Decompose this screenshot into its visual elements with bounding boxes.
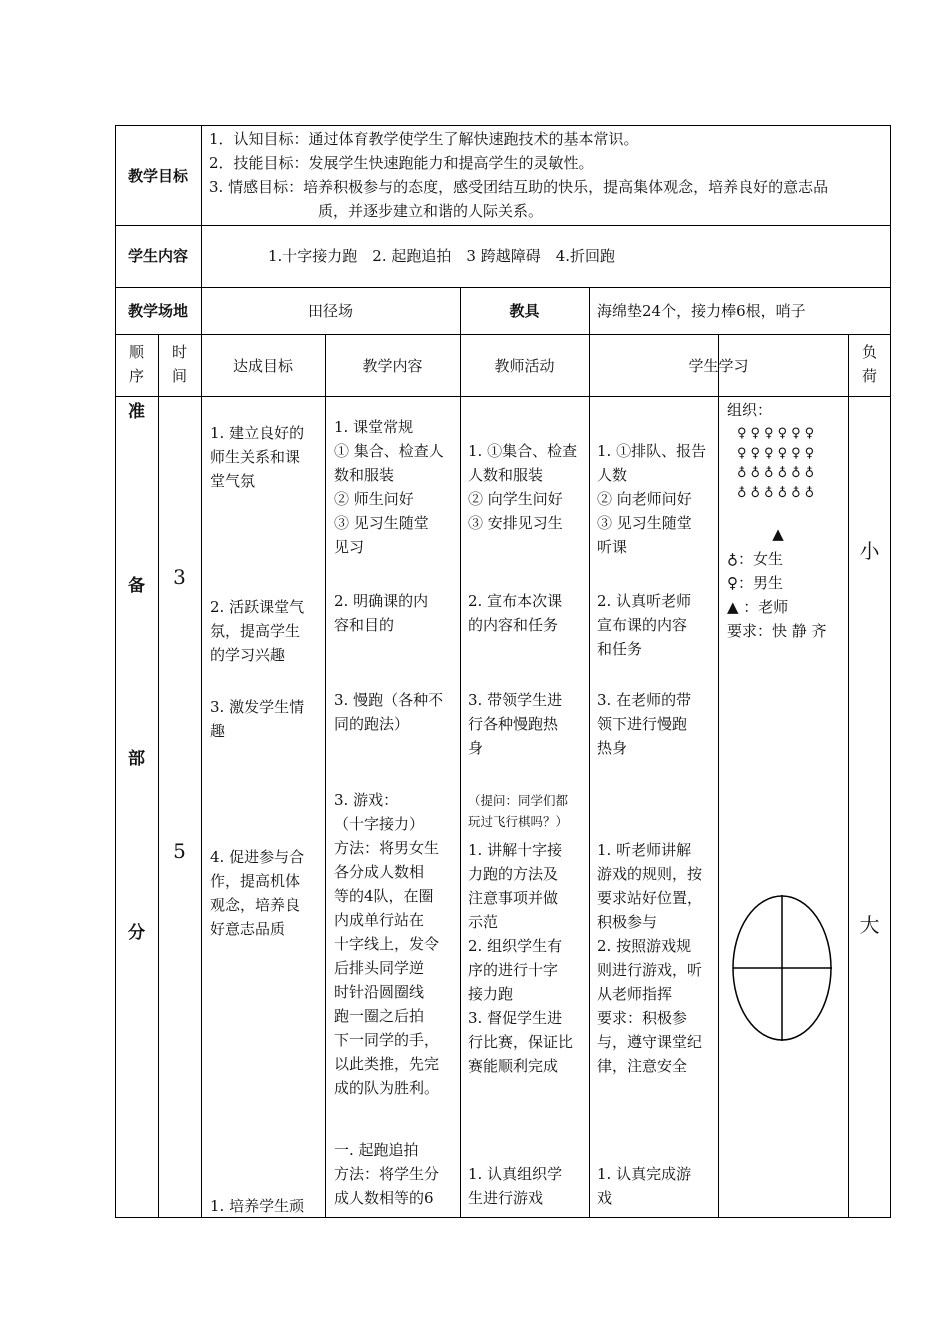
student-1: 1. ①排队、报告 人数 ② 向老师问好 ③ 见习生随堂 听课 [597, 442, 707, 556]
objective-1: 1．认知目标：通过体育教学使学生了解快速跑技术的基本常识。 [209, 130, 639, 148]
objectives-text [209, 127, 889, 223]
female-row-1: ♁♁♁♁♁♁ [737, 466, 819, 481]
teacher-2: 2. 宣布本次课 的内容和任务 [468, 592, 563, 634]
objectives-label: 教学目标 [127, 167, 188, 185]
section-char-3: 部 [128, 749, 145, 769]
teacher-note: （提问：同学们都 玩过飞行棋吗？） [468, 793, 569, 829]
load-1: 小 [859, 539, 880, 563]
header-goal: 达成目标 [232, 357, 293, 375]
goal-4: 4. 促进参与合 作，提高机体 观念，培养良 好意志品质 [210, 848, 305, 938]
header-order: 顺 序 [128, 343, 144, 385]
objective-3: 3. 情感目标：培养积极参与的态度，感受团结互助的快乐，提高集体观念，培养良好的意志品 [209, 178, 829, 196]
student-3: 3. 在老师的带 领下进行慢跑 热身 [597, 691, 692, 757]
organization-title: 组织： [727, 401, 773, 419]
male-row-1: ♀♀♀♀♀♀ [737, 426, 819, 441]
goal-1: 1. 建立良好的 师生关系和课 堂气氛 [210, 424, 305, 490]
section-char-2: 备 [128, 576, 145, 596]
teacher-4: 1. 讲解十字接 力跑的方法及 注意事项并做 示范 2. 组织学生有 序的进行十字 接力跑 3. 督促学生进 行比赛，保证比 赛能顺利完成 [468, 841, 574, 1075]
organization-requirement: 要求：快 静 齐 [727, 622, 827, 640]
legend-male: ♀：男生 [727, 574, 783, 592]
section-char-1: 准 [128, 402, 145, 422]
content-label: 学生内容 [127, 247, 188, 265]
student-4: 1. 听老师讲解 游戏的规则，按 要求站好位置， 积极参与 2. 按照游戏规 则进行游戏，听 从老师指挥 要求：积极参 与，遵守课堂纪 律，注意安全 [597, 841, 703, 1075]
teacher-1: 1. ①集合、检查 人数和服装 ② 向学生问好 ③ 安排见习生 [468, 442, 578, 532]
legend-female: ♁：女生 [727, 550, 783, 568]
time-2: 5 [173, 839, 186, 863]
teacher-3: 3. 带领学生进 行各种慢跑热 身 [468, 691, 563, 757]
teacher-triangle-icon: ▲ [772, 525, 784, 543]
header-content: 教学内容 [362, 357, 423, 375]
equipment-label: 教具 [509, 302, 540, 320]
formation-rows [737, 424, 847, 504]
objective-2: 2．技能目标：发展学生快速跑能力和提高学生的灵敏性。 [209, 154, 594, 172]
content-5: 一. 起跑追拍 方法：将学生分 成人数相等的6 [334, 1141, 440, 1207]
student-5: 1. 认真完成游 戏 [597, 1165, 692, 1207]
female-row-2: ♁♁♁♁♁♁ [737, 486, 819, 501]
equipment-value: 海绵垫24个，接力棒6根，哨子 [597, 302, 806, 320]
teacher-5: 1. 认真组织学 生进行游戏 [468, 1165, 563, 1207]
content-3: 3. 慢跑（各种不 同的跑法） [334, 691, 444, 733]
header-time: 时 间 [171, 343, 187, 385]
content-1: 1. 课堂常规 ① 集合、检查人 数和服装 ② 师生问好 ③ 见习生随堂 见习 [334, 418, 444, 556]
goal-3: 3. 激发学生情 趣 [210, 698, 305, 740]
header-teacher: 教师活动 [494, 357, 555, 375]
section-char-4: 分 [128, 923, 145, 943]
load-2: 大 [859, 913, 880, 937]
venue-label: 教学场地 [127, 302, 188, 320]
header-load: 负 荷 [861, 343, 877, 385]
content-2: 2. 明确课的内 容和目的 [334, 592, 429, 634]
legend-teacher: ▲ ：老师 [727, 598, 789, 616]
student-2: 2. 认真听老师 宣布课的内容 和任务 [597, 592, 692, 658]
time-1: 3 [173, 565, 186, 589]
organization-legend [727, 547, 847, 643]
venue-value: 田径场 [307, 302, 353, 320]
field-diagram [733, 895, 832, 1041]
goal-2: 2. 活跃课堂气 氛，提高学生 的学习兴趣 [210, 598, 305, 664]
header-student: 学生学习 [688, 357, 749, 375]
objective-4: 质，并逐步建立和谐的人际关系。 [318, 202, 544, 220]
content-4: 3. 游戏： （十字接力） 方法：将男女生 各分成人数相 等的4队，在圈 内成单行站在 十字线上，发令 后排头同学逆 时针沿圆圈线 跑一圈之后拍 下一同学的手， 以此类推，先完 成的队为胜利。 [334, 791, 440, 1097]
male-row-2: ♀♀♀♀♀♀ [737, 446, 819, 461]
content-text: 1.十字接力跑 2. 起跑追拍 3 跨越障碍 4.折回跑 [268, 247, 616, 265]
goal-5: 1. 培养学生顽 [210, 1197, 305, 1215]
